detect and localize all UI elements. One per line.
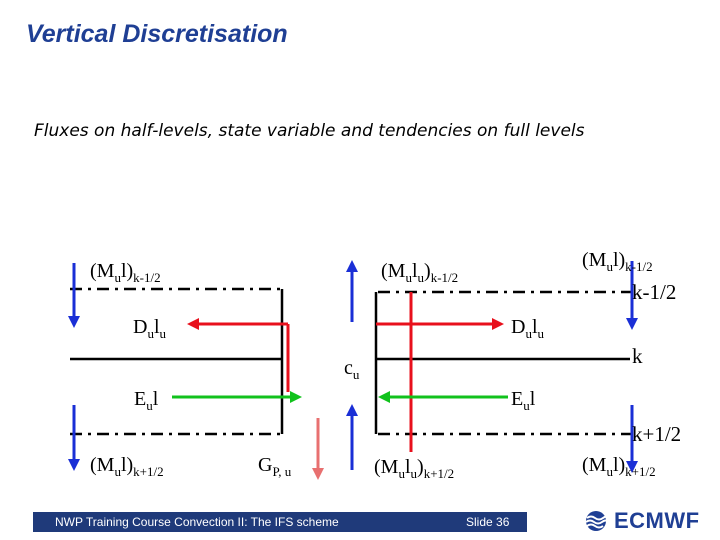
detrainment-label-left: $D_ul_u$ <box>133 316 167 341</box>
page-title: Vertical Discretisation <box>26 20 288 48</box>
footer-bar <box>33 512 527 532</box>
precipitation-label: $G_{P, u}$ <box>258 454 292 479</box>
flux-label-bottom-left: $(M_ul)_{k+1/2}$ <box>90 454 164 479</box>
level-label-k-minus-half: k-1/2 <box>632 280 677 304</box>
condensation-label: $c_u$ <box>344 357 360 382</box>
entrainment-label-left: $E_ul$ <box>134 388 159 413</box>
ecmwf-logo <box>582 506 700 536</box>
flux-label-bottom-middle: $(M_ul_u)_{k+1/2}$ <box>374 456 455 481</box>
level-label-k: k <box>632 344 643 368</box>
footer-course-title: NWP Training Course Convection II: The IFS scheme <box>55 515 339 529</box>
ecmwf-logo-icon <box>582 510 610 532</box>
ecmwf-logo-text: ECMWF <box>614 508 700 533</box>
flux-label-top-left: $(M_ul)_{k-1/2}$ <box>90 260 161 285</box>
footer-slide-number: Slide 36 <box>466 515 510 529</box>
flux-label-top-right: $(M_ul)_{k-1/2}$ <box>582 249 653 274</box>
flux-label-top-middle: $(M_ul_u)_{k-1/2}$ <box>381 260 459 285</box>
entrainment-label-right: $E_ul$ <box>511 388 536 413</box>
detrainment-label-right: $D_ul_u$ <box>511 316 545 341</box>
level-label-k-plus-half: k+1/2 <box>632 422 682 446</box>
page-subtitle: Fluxes on half-levels, state variable and tendencies on full levels <box>34 121 585 141</box>
flux-label-bottom-right: $(M_ul)_{k+1/2}$ <box>582 454 656 479</box>
